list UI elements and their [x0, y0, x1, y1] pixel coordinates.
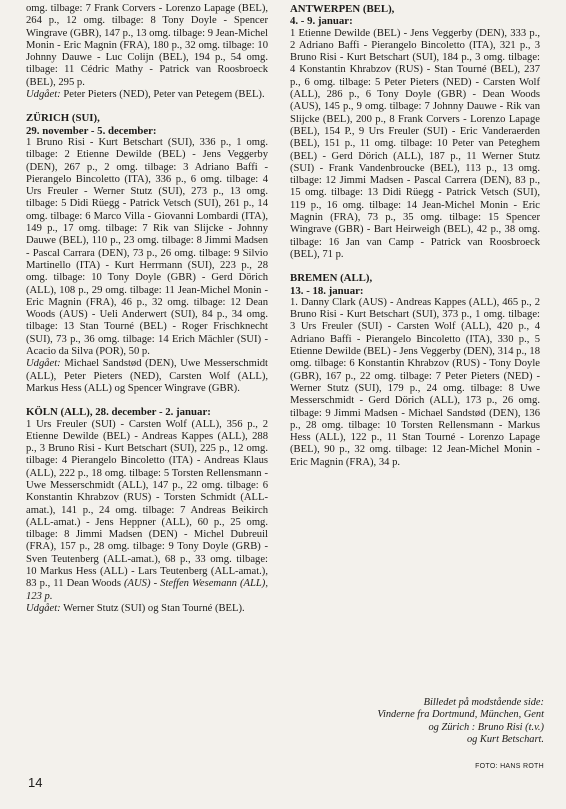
race-zurich — [26, 112, 268, 395]
race-title-line2: 13. - 18. januar: — [290, 284, 364, 297]
race-dnf — [26, 603, 268, 615]
race-title-line1: BREMEN (ALL), — [290, 272, 373, 285]
dnf-text: Peter Pieters (NED), Peter van Petegem (BEL). — [60, 89, 265, 101]
race-results — [26, 419, 268, 603]
race-bremen — [290, 272, 540, 469]
race-title-line1: ZÜRICH (SUI), — [26, 112, 100, 125]
race-results-main: 1 Urs Freuler (SUI) - Carsten Wolf (ALL), 356 p., 2 Etienne Dewilde (BEL) - Andreas Kappes (ALL), 288 p., 3 Bruno Risi - Kurt Betschart (SUI), 225 p., 12 omg. tilbage: 4 Pierangelo Bincoletto (ITA) - Andreas Klaus (ALL), 222 p., 18 omg. tilbage: 5 Torsten Rellensmann - Uwe Messerschmidt (ALL), 147 p., 22 omg. tilbage: 6 Konstantin Khrabzov (RUS) - Torsten Schmidt (ALL-amat.), 141 p., 24 omg. tilbage: 7 Andreas Beikirch (ALL-amat.) - Jens Heppner (ALL), 60 p., 25 omg. tilbage: 8 Jimmi Madsen (DEN) - Michel Dubreuil (FRA), 157 p., 28 omg. tilbage: 9 Tony Doyle (GRB) - Sven Teutenberg (ALL-amat.), 68 p., 33 omg. tilbage: 10 Markus Hess (ALL) - Lars Teutenberg (ALL-amat.), 83 p., 11 Dean Woods — [26, 418, 268, 590]
caption-line: og Zürich : Bruno Risi (t.v.) — [428, 721, 544, 733]
dnf-label: Udgået: — [26, 89, 61, 101]
race-dnf — [26, 358, 268, 395]
photo-credit: FOTO: HANS ROTH — [475, 763, 544, 770]
race-title — [290, 3, 540, 28]
caption-line: Billedet på modstående side: — [423, 697, 544, 708]
race-title-line1: ANTWERPEN (BEL), — [290, 3, 395, 15]
race-title-line2: 29. november - 5. december: — [26, 124, 157, 137]
dnf-label: Udgået: — [26, 602, 61, 614]
caption-line: og Kurt Betschart. — [466, 733, 544, 745]
race-results: 1 Bruno Risi - Kurt Betschart (SUI), 336 p., 1 omg. tilbage: 2 Etienne Dewilde (BEL) - Jens Veggerby (DEN), 267 p., 2 omg. tilbage: 3 Adriano Baffi - Pierangelo Bincoletto (ITA), 336 p., 6 omg. tilbage: 4 Urs Freuler - Werner Stutz (SUI), 273 p., 13 omg. tilbage: 5 Didi Rüegg - Patrick Vetsch (SUI), 261 p., 14 omg. tilbage: 6 Marco Villa - Giovanni Lombardi (ITA), 149 p., 17 omg. tilbage: 7 Rik van Slijcke - Johnny Dauwe (BEL), 110 p., 23 omg. tilbage: 8 Jimmi Madsen - Pascal Carrara (DEN), 73 p., 26 omg. tilbage: 9 Silvio Martinello (ITA) - Kurt Herrmann (SUI), 223 p., 28 omg. tilbage: 10 Tony Doyle (GBR) - Gerd Dörich (ALL), 108 p., 29 omg. tilbage: 11 Jean-Michel Monin - Eric Magnin (FRA), 46 p., 32 omg. tilbage: 12 Dean Woods (AUS) - Ueli Anderwert (SUI), 84 p., 34 omg. tilbage: 13 Stan Tourné (BEL) - Roger Frischknecht (SUI), 73 p., 36 omg. tilbage: 14 Erich Mächler (SUI) - Acacio da Silva (POR), 50 p. — [26, 136, 268, 358]
race-title: KÖLN (ALL), 28. december - 2. januar: — [26, 406, 211, 419]
race-title-line2: 4. - 9. januar: — [290, 15, 353, 28]
left-column — [26, 3, 268, 626]
race-title — [290, 272, 540, 297]
race-antwerpen — [290, 3, 540, 261]
right-column — [290, 3, 540, 480]
race-koln — [26, 406, 268, 615]
page-number: 14 — [28, 775, 43, 790]
dnf-text: Werner Stutz (SUI) og Stan Tourné (BEL). — [60, 602, 245, 614]
race-dnf — [26, 89, 268, 101]
race-continuation — [26, 3, 268, 101]
race-results: 1 Etienne Dewilde (BEL) - Jens Veggerby (DEN), 333 p., 2 Adriano Baffi - Pierangelo Bincoletto (ITA), 321 p., 3 Bruno Risi - Kurt Betschart (SUI), 184 p., 3 omg. tilbage: 4 Konstantin Khrabzov (RUS) - Stan Tourné (BEL), 237 p., 6 omg. tilbage: 5 Peter Pieters (NED) - Carsten Wolf (ALL), 286 p., 6 Tony Doyle (GBR) - Dean Woods (AUS), 145 p., 9 omg. tilbage: 7 Johnny Dauwe - Rik van Slijcke (BEL), 200 p., 8 Frank Corvers - Lorenzo Lapage (BEL), 154 P., 9 Urs Freuler (SUI) - Eric Vanderaerden (BEL), 151 p., 11 omg. tilbage: 10 Peter van Peteghem (BEL) - Gerd Dörich (ALL), 187 p., 11 Werner Stutz (SUI) - Frank Vandenbroucke (BEL), 113 p., 13 omg. tilbage: 12 Jimmi Madsen - Pascal Carrera (DEN), 83 p., 15 omg. tilbage: 13 Didi Rüegg - Patrick Vetsch (SUI), 119 p., 16 omg. tilbage: 14 Jean-Michel Monin - Eric Magnin (FRA), 73 p., 35 omg. tilbage: 15 Spencer Wingrave (GBR) - Bart Heirweigh (BEL), 42 p., 38 omg. tilbage: 16 Jan van Camp - Patrick van Roosbroeck (BEL), 71 p. — [290, 27, 540, 260]
dnf-label: Udgået: — [26, 358, 61, 370]
race-results: 1. Danny Clark (AUS) - Andreas Kappes (ALL), 465 p., 2 Bruno Risi - Kurt Betschart (SUI), 373 p., 1 omg. tilbage: 3 Urs Freuler (SUI) - Carsten Wolf (ALL), 420 p., 4 Adriano Baffi - Pierangelo Bincoletto (ITA), 330 p., 5 Etienne Dewilde (BEL) - Jens Veggerby (DEN), 314 p., 18 omg. tilbage: 6 Konstantin Khrabzov (RUS) - Tony Doyle (GBR), 167 p., 22 omg. tilbage: 7 Peter Pieters (NED) - Werner Stutz (SUI), 179 p., 24 omg. tilbage: 8 Uwe Messerschmidt - Gerd Dörich (ALL), 173 p., 26 omg. tilbage: 9 Jimmi Madsen - Michael Sandstød (DEN), 136 p., 28 omg. tilbage: 10 Torsten Rellensmann - Markus Hess (ALL), 122 p., 11 Stan Tourné - Lorenzo Lapage (BEL), 90 p., 32 omg. tilbage: 12 Jean-Michel Monin - Eric Magnin (FRA), 34 p. — [290, 296, 540, 468]
dnf-text: Michael Sandstød (DEN), Uwe Messerschmidt (ALL), Peter Pieters (NED), Carsten Wolf (ALL), Markus Hess (ALL) og Spencer Wingrave (GBR). — [26, 358, 268, 394]
race-title — [26, 112, 268, 137]
photo-caption — [356, 697, 544, 746]
race-results-italic: (AUS) - Steffen Wesemann (ALL), 123 p. — [26, 578, 268, 602]
caption-line: Vinderne fra Dortmund, München, Gent — [377, 709, 544, 721]
race-results: omg. tilbage: 7 Frank Corvers - Lorenzo Lapage (BEL), 264 p., 12 omg. tilbage: 8 Tony Doyle - Spencer Wingrave (GBR), 147 p., 13 omg. tilbage: 9 Jean-Michel Monin - Eric Magnin (FRA), 180 p., 32 omg. tilbage: 10 Johnny Dauwe - Luc Colijn (BEL), 194 p., 54 omg. tilbage: 11 Cédric Mathy - Patrick van Roosbroeck (BEL), 295 p. — [26, 3, 269, 88]
